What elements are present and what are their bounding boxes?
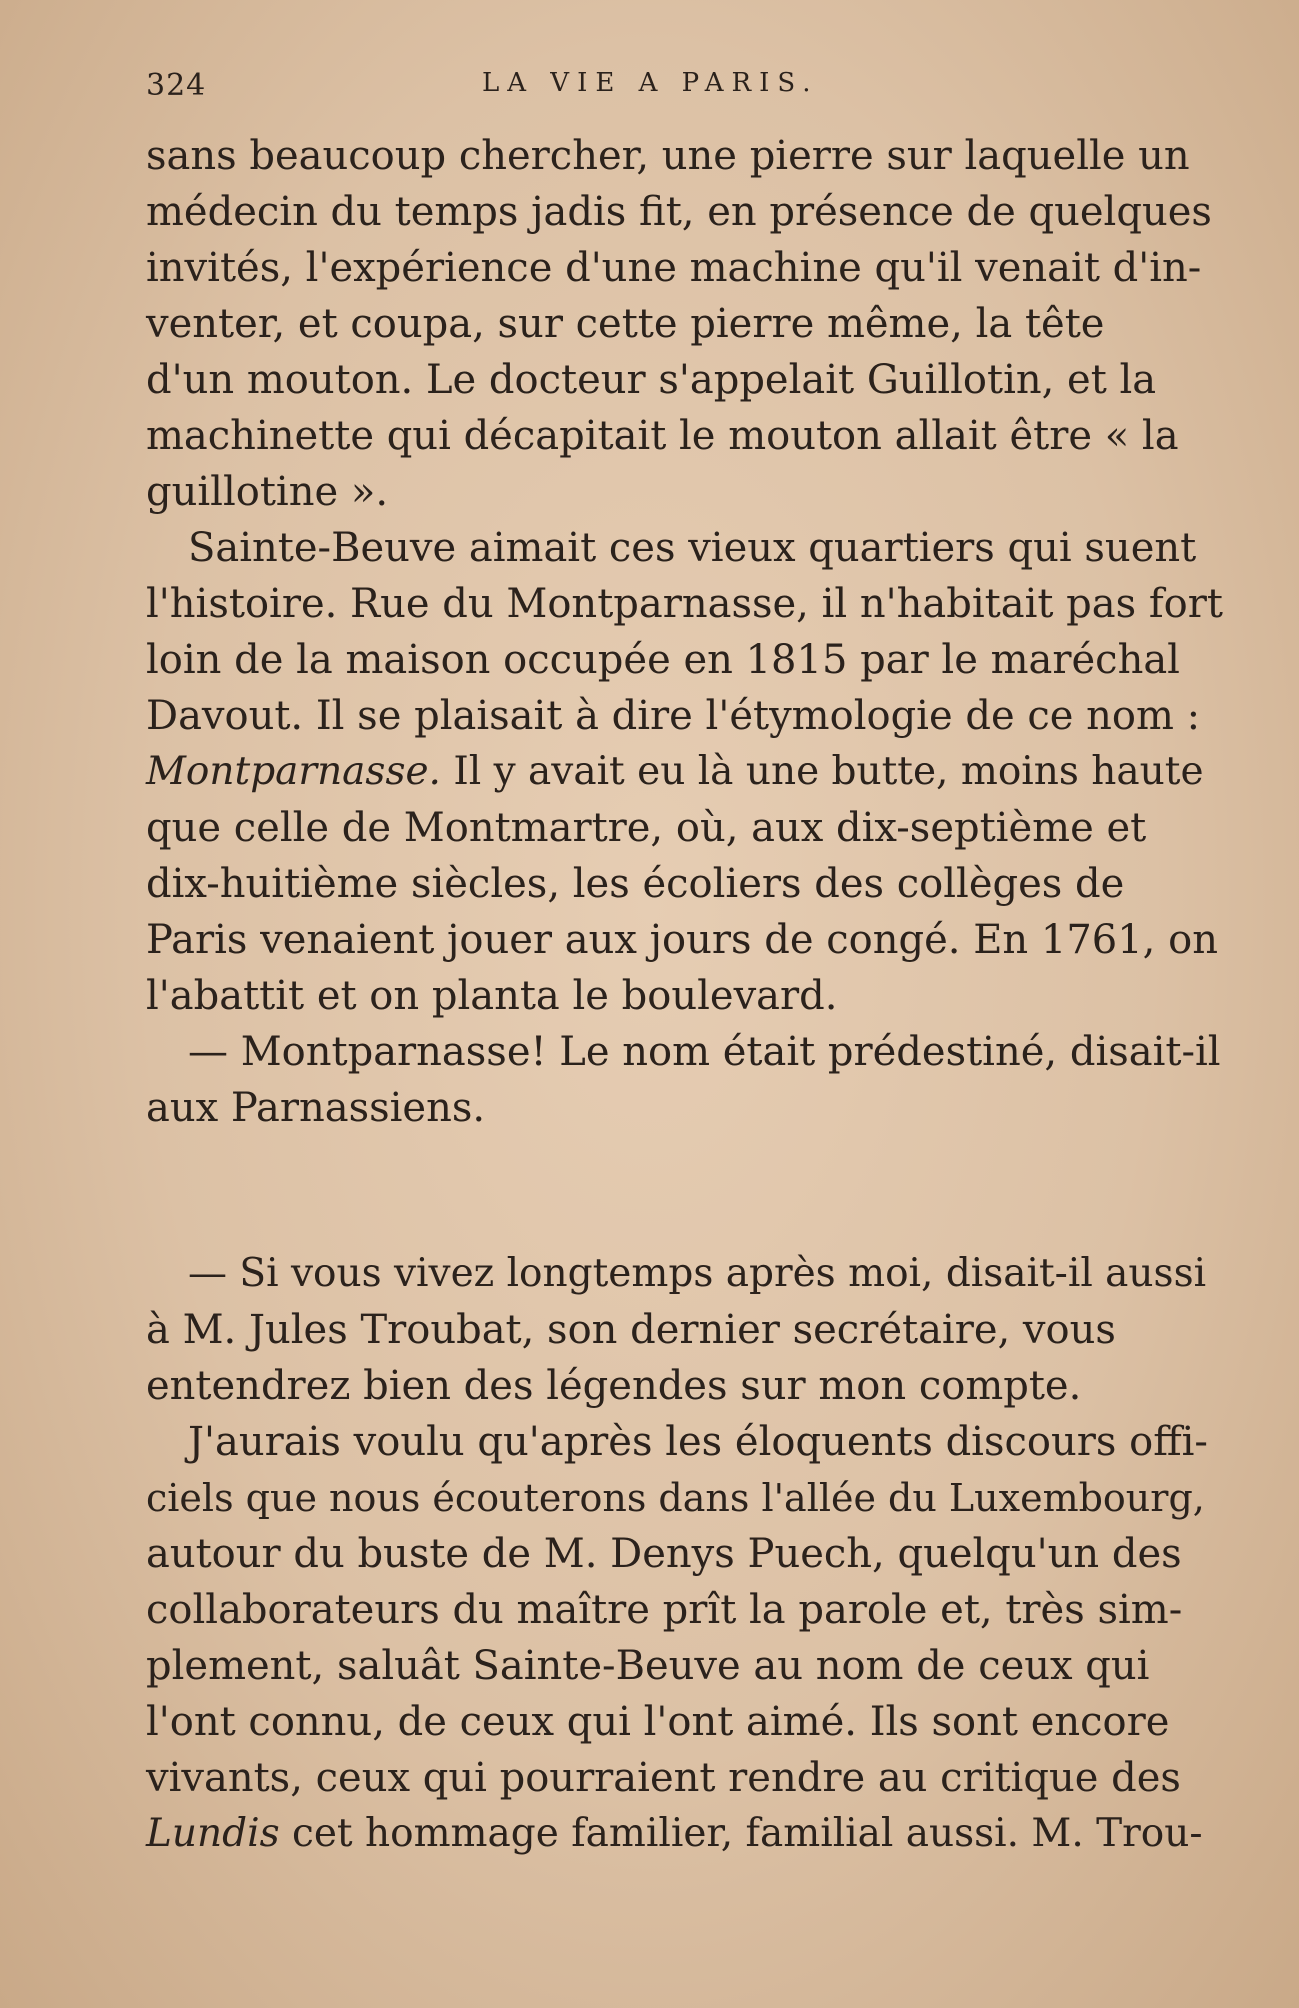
text-line: collaborateurs du maître prît la parole et, très sim- bbox=[146, 1587, 1183, 1633]
text-line: ciels que nous écouterons dans l'allée du Luxembourg, bbox=[146, 1476, 1205, 1520]
text-line: plement, saluât Sainte-Beuve au nom de ceux qui bbox=[146, 1643, 1150, 1689]
text-line: que celle de Montmartre, où, aux dix-septième et bbox=[146, 805, 1147, 851]
body-text bbox=[146, 128, 1226, 1862]
text-line: dix-huitième siècles, les écoliers des collèges de bbox=[146, 861, 1125, 907]
text-line: loin de la maison occupée en 1815 par le maréchal bbox=[146, 637, 1180, 683]
text-line: Paris venaient jouer aux jours de congé. En 1761, on bbox=[146, 917, 1218, 963]
text-line: l'histoire. Rue du Montparnasse, il n'habitait pas fort bbox=[146, 581, 1223, 627]
running-title: LA VIE A PARIS. bbox=[482, 68, 819, 98]
text-fragment: cet hommage familier, familial aussi. M. Trou- bbox=[279, 1811, 1203, 1856]
text-line: médecin du temps jadis fit, en présence de quelques bbox=[146, 189, 1212, 235]
section-break bbox=[146, 1136, 1226, 1246]
text-line: venter, et coupa, sur cette pierre même, la tête bbox=[146, 301, 1105, 347]
text-line: sans beaucoup chercher, une pierre sur laquelle un bbox=[146, 133, 1190, 179]
page-header bbox=[146, 58, 1226, 118]
text-line bbox=[146, 1806, 1226, 1862]
text-line: — Montparnasse! Le nom était prédestiné, disait-il bbox=[188, 1029, 1221, 1075]
text-line: vivants, ceux qui pourraient rendre au critique des bbox=[146, 1755, 1181, 1801]
text-line: Davout. Il se plaisait à dire l'étymologie de ce nom : bbox=[146, 693, 1201, 739]
text-line: l'abattit et on planta le boulevard. bbox=[146, 973, 838, 1019]
text-line: l'ont connu, de ceux qui l'ont aimé. Ils sont encore bbox=[146, 1699, 1170, 1745]
italic-word: Lundis bbox=[146, 1811, 280, 1856]
text-line: d'un mouton. Le docteur s'appelait Guillotin, et la bbox=[146, 357, 1157, 403]
text-line: autour du buste de M. Denys Puech, quelqu'un des bbox=[146, 1531, 1182, 1577]
text-line: entendrez bien des légendes sur mon compte. bbox=[146, 1363, 1082, 1409]
page-number: 324 bbox=[146, 68, 207, 103]
text-line: aux Parnassiens. bbox=[146, 1085, 486, 1131]
text-line: — Si vous vivez longtemps après moi, disait-il aussi bbox=[188, 1251, 1207, 1296]
text-line: Sainte-Beuve aimait ces vieux quartiers qui suent bbox=[188, 525, 1197, 571]
text-line bbox=[146, 744, 1226, 800]
text-fragment: Il y avait eu là une butte, moins haute bbox=[440, 749, 1204, 794]
text-line: invités, l'expérience d'une machine qu'il venait d'in- bbox=[146, 245, 1202, 291]
text-line: machinette qui décapitait le mouton allait être « la bbox=[146, 413, 1179, 459]
text-line: à M. Jules Troubat, son dernier secrétaire, vous bbox=[146, 1307, 1116, 1353]
text-line: guillotine ». bbox=[146, 469, 389, 515]
italic-word: Montparnasse. bbox=[146, 749, 441, 794]
text-line: J'aurais voulu qu'après les éloquents discours offi- bbox=[188, 1419, 1208, 1465]
